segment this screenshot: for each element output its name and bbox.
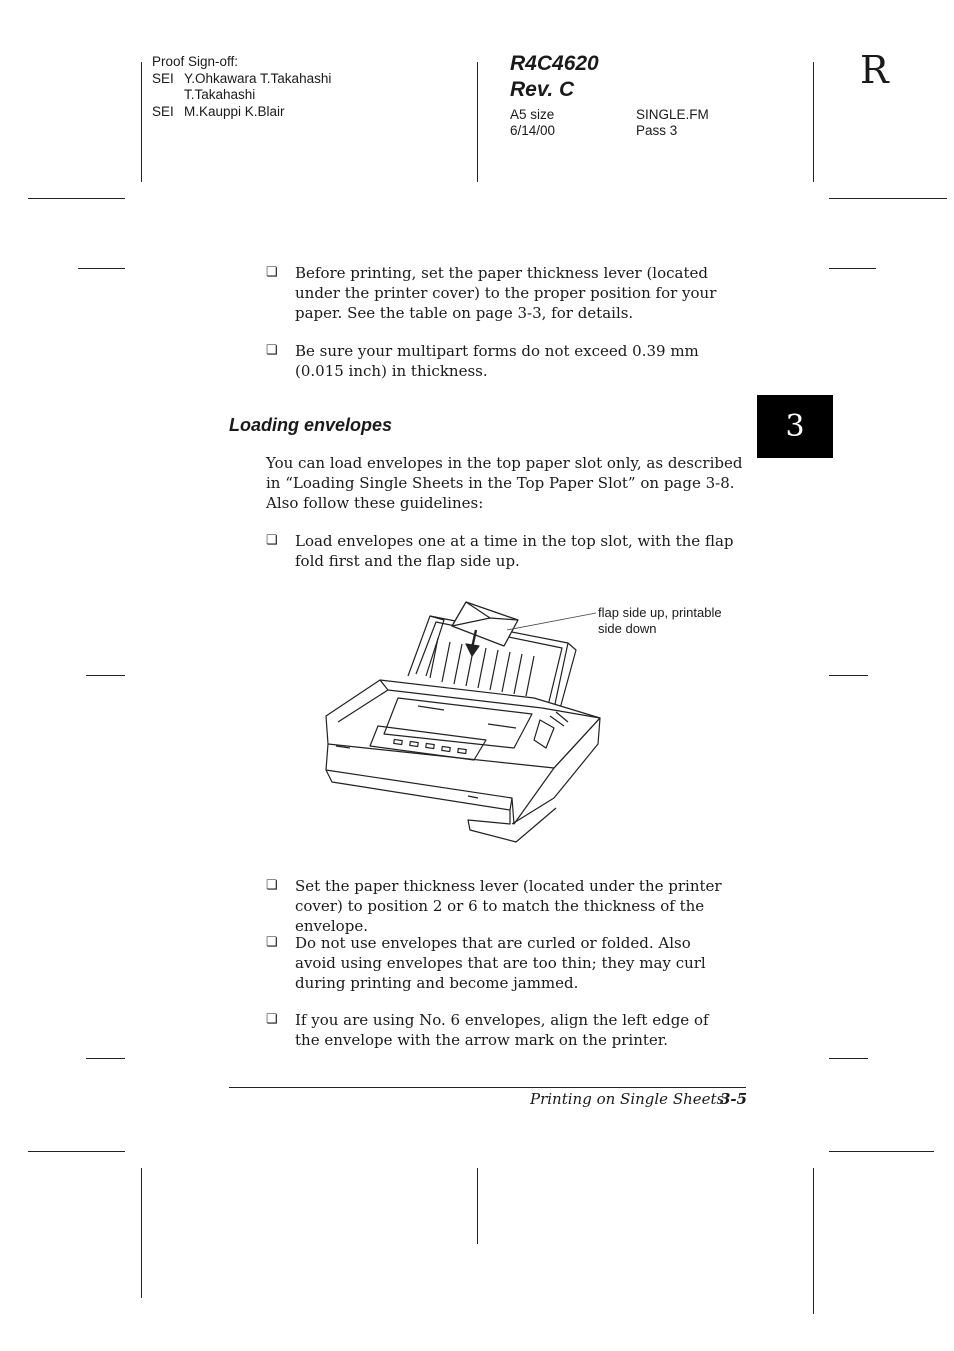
bullet-glyph: ❏ <box>266 533 278 548</box>
footer-section-title: Printing on Single Sheets <box>530 1090 725 1108</box>
proof-names: M.Kauppi K.Blair <box>184 103 285 119</box>
bullet-glyph: ❏ <box>266 1012 278 1027</box>
doc-date: 6/14/00 <box>510 123 556 138</box>
proof-row <box>152 87 472 104</box>
proof-row <box>152 104 472 121</box>
bullet-glyph: ❏ <box>266 343 278 358</box>
crop-mark <box>829 198 947 199</box>
bullet-glyph: ❏ <box>266 265 278 280</box>
crop-mark <box>477 1168 478 1244</box>
crop-mark <box>829 1151 934 1152</box>
proof-org: SEI <box>152 103 174 119</box>
crop-mark <box>86 675 125 676</box>
crop-mark <box>813 62 814 182</box>
bullet-text: If you are using No. 6 envelopes, align the left edge of the envelope with the arrow mark on the printer. <box>295 1011 709 1049</box>
bullet-text: Do not use envelopes that are curled or folded. Also avoid using envelopes that are too thin; they may curl during printing and become jammed. <box>295 934 706 992</box>
proof-names: T.Takahashi <box>184 87 256 102</box>
printer-illustration <box>318 598 608 848</box>
caption-line: flap side up, printable <box>598 605 722 620</box>
proof-org: SEI <box>152 70 174 86</box>
proof-row <box>152 71 472 88</box>
footer-rule <box>229 1087 746 1088</box>
doc-revision: Rev. C <box>510 78 575 101</box>
intro-paragraph: You can load envelopes in the top paper slot only, as described in “Loading Single Sheets in the Top Paper Slot” on page 3-8. Also follow these guidelines: <box>266 454 743 512</box>
corner-mark: R <box>860 48 889 92</box>
caption-line: side down <box>598 620 657 636</box>
page-number: 3-5 <box>720 1090 748 1108</box>
proof-label: Proof Sign-off: <box>152 54 239 69</box>
bullet-text: Be sure your multipart forms do not exceed 0.39 mm (0.015 inch) in thickness. <box>295 342 699 380</box>
crop-mark <box>28 1151 125 1152</box>
crop-mark <box>78 268 125 269</box>
section-heading: Loading envelopes <box>229 415 393 435</box>
bullet-text: Set the paper thickness lever (located under the printer cover) to position 2 or 6 to match the thickness of the envelope. <box>295 877 722 935</box>
doc-code: R4C4620 <box>510 52 599 75</box>
crop-mark <box>829 1058 868 1059</box>
crop-mark <box>813 1168 814 1314</box>
proof-signoff <box>152 54 472 120</box>
crop-mark <box>86 1058 125 1059</box>
figure-caption <box>598 605 722 636</box>
crop-mark <box>829 268 876 269</box>
proof-names: Y.Ohkawara T.Takahashi <box>184 70 332 86</box>
crop-mark <box>141 1168 142 1298</box>
bullet-glyph: ❏ <box>266 878 278 893</box>
crop-mark <box>829 675 868 676</box>
file-name: SINGLE.FM <box>636 107 709 122</box>
bullet-text: Load envelopes one at a time in the top slot, with the flap fold first and the flap side up. <box>295 532 734 570</box>
page-size: A5 size <box>510 107 555 122</box>
printer-figure <box>318 598 608 848</box>
bullet-text: Before printing, set the paper thickness lever (located under the printer cover) to the proper position for your paper. See the table on page 3-3, for details. <box>295 264 717 322</box>
proof-org <box>152 87 184 104</box>
pass-number: Pass 3 <box>636 123 678 138</box>
crop-mark <box>141 62 142 182</box>
crop-mark <box>28 198 125 199</box>
crop-mark <box>477 62 478 182</box>
callout-leader <box>505 610 597 632</box>
bullet-glyph: ❏ <box>266 935 278 950</box>
chapter-tab: 3 <box>757 395 833 458</box>
